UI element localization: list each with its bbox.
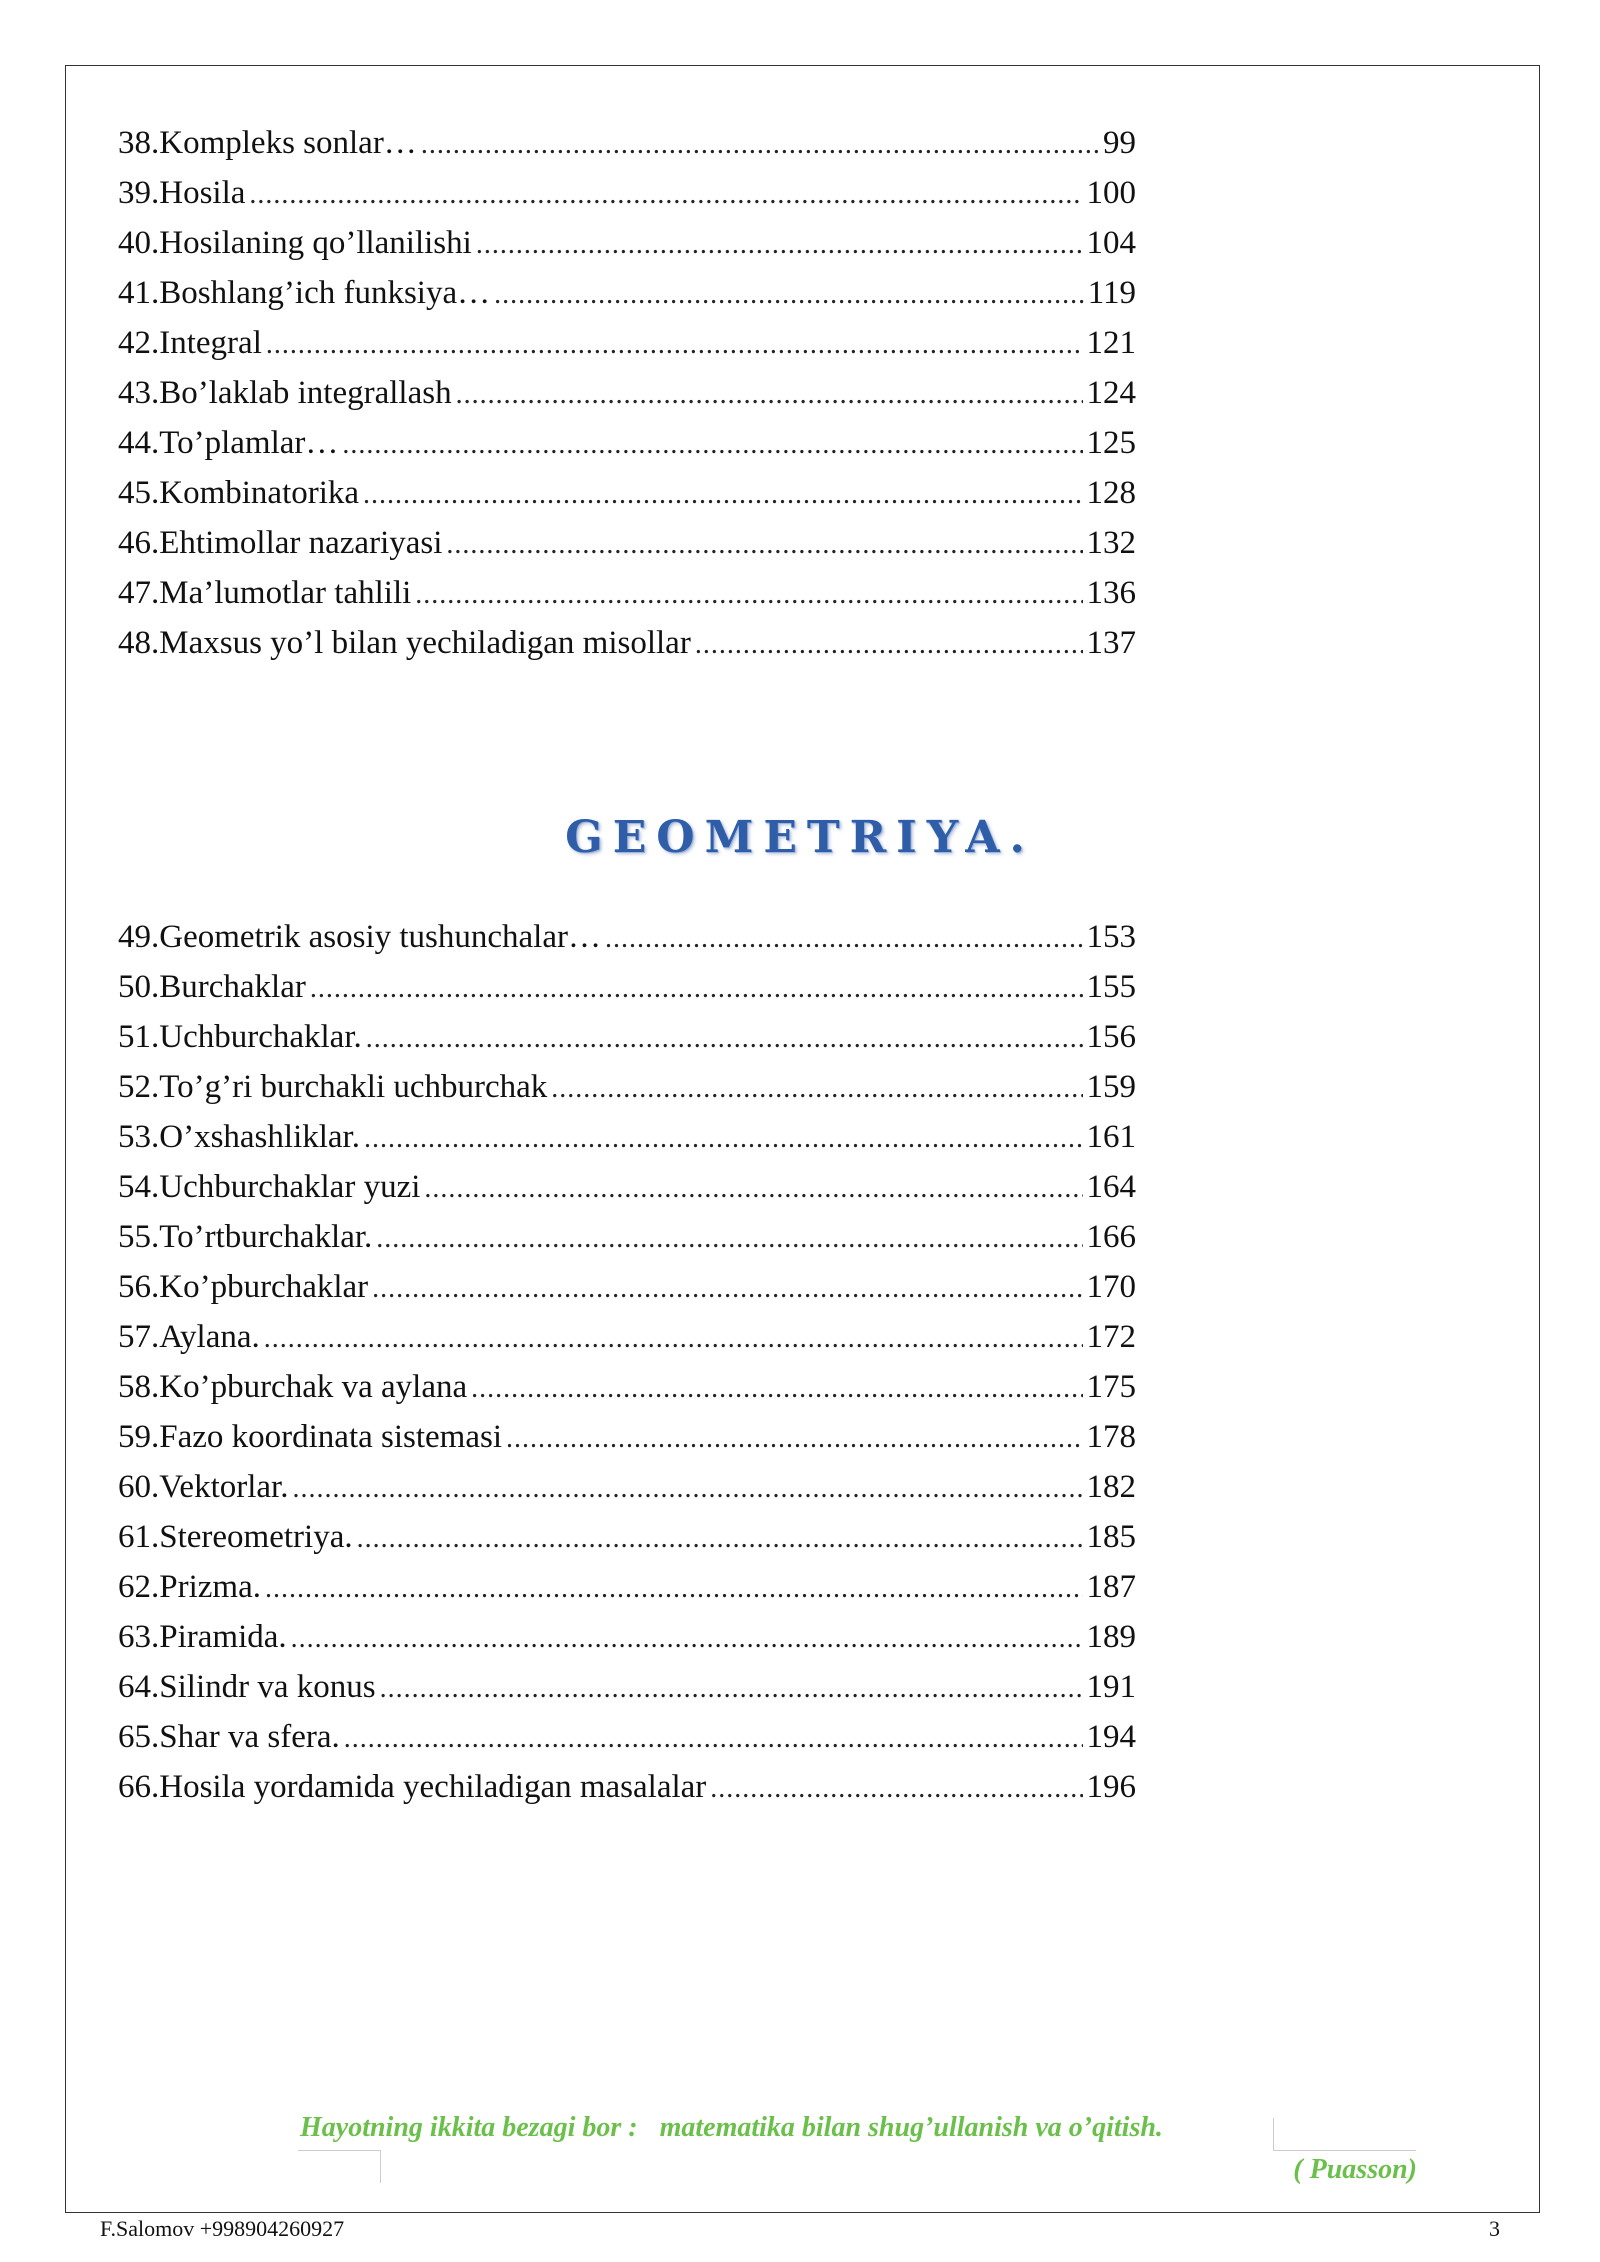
toc-leader: [266, 320, 1083, 368]
quote-author: ( Puasson): [1293, 2154, 1417, 2185]
toc-number: 66.: [118, 1769, 160, 1805]
toc-number: 45.: [118, 475, 160, 511]
toc-title: Geometrik asosiy tushunchalar…: [159, 919, 601, 955]
toc-number: 40.: [118, 225, 160, 261]
toc-leader: [342, 420, 1082, 468]
toc-entry[interactable]: [118, 1112, 1136, 1162]
toc-leader: [310, 964, 1083, 1012]
toc-page: 128: [1086, 475, 1136, 511]
toc-title: To’rtburchaklar.: [159, 1219, 373, 1255]
toc-entry[interactable]: [118, 218, 1136, 268]
toc-entry[interactable]: [118, 618, 1136, 668]
toc-leader: [372, 1264, 1082, 1312]
toc-page: 137: [1086, 625, 1136, 661]
toc-title: Kombinatorika: [159, 475, 360, 511]
toc-title: Bo’laklab integrallash: [159, 375, 452, 411]
toc-entry[interactable]: [118, 568, 1136, 618]
toc-entry[interactable]: [118, 1662, 1136, 1712]
toc-entry[interactable]: [118, 118, 1136, 168]
toc-title: Kompleks sonlar…: [159, 125, 417, 161]
toc-leader: [380, 1664, 1083, 1712]
toc-number: 52.: [118, 1069, 160, 1105]
toc-page: 175: [1086, 1369, 1136, 1405]
toc-entry[interactable]: [118, 318, 1136, 368]
toc-page: 189: [1086, 1619, 1136, 1655]
toc-leader: [364, 1114, 1083, 1162]
toc-number: 58.: [118, 1369, 160, 1405]
toc-page: 185: [1086, 1519, 1136, 1555]
toc-title: Shar va sfera.: [159, 1719, 340, 1755]
toc-leader: [376, 1214, 1082, 1262]
toc-page: 194: [1086, 1719, 1136, 1755]
toc-page: 100: [1086, 175, 1136, 211]
toc-number: 43.: [118, 375, 160, 411]
toc-leader: [415, 570, 1082, 618]
toc-number: 54.: [118, 1169, 160, 1205]
toc-list-geometry: [118, 912, 1136, 1812]
toc-leader: [249, 170, 1082, 218]
toc-page: 159: [1086, 1069, 1136, 1105]
toc-number: 65.: [118, 1719, 160, 1755]
toc-page: 119: [1087, 275, 1136, 311]
toc-entry[interactable]: [118, 962, 1136, 1012]
toc-number: 48.: [118, 625, 160, 661]
toc-page: 161: [1086, 1119, 1136, 1155]
toc-number: 50.: [118, 969, 160, 1005]
toc-entry[interactable]: [118, 912, 1136, 962]
toc-title: Fazo koordinata sistemasi: [159, 1419, 503, 1455]
toc-leader: [605, 914, 1083, 962]
toc-number: 60.: [118, 1469, 160, 1505]
toc-number: 64.: [118, 1669, 160, 1705]
toc-title: Ehtimollar nazariyasi: [159, 525, 443, 561]
toc-entry[interactable]: [118, 1362, 1136, 1412]
toc-number: 42.: [118, 325, 160, 361]
toc-leader: [421, 120, 1099, 168]
toc-title: Prizma.: [159, 1569, 261, 1605]
toc-page: 99: [1103, 125, 1136, 161]
toc-number: 62.: [118, 1569, 160, 1605]
toc-entry[interactable]: [118, 368, 1136, 418]
toc-page: 178: [1086, 1419, 1136, 1455]
toc-entry[interactable]: [118, 1012, 1136, 1062]
toc-page: 124: [1086, 375, 1136, 411]
toc-number: 57.: [118, 1319, 160, 1355]
toc-title: To’g’ri burchakli uchburchak: [159, 1069, 548, 1105]
toc-page: 164: [1086, 1169, 1136, 1205]
toc-title: Ko’pburchak va aylana: [159, 1369, 468, 1405]
toc-entry[interactable]: [118, 1462, 1136, 1512]
toc-number: 59.: [118, 1419, 160, 1455]
toc-page: 104: [1086, 225, 1136, 261]
toc-entry[interactable]: [118, 1612, 1136, 1662]
toc-entry[interactable]: [118, 1712, 1136, 1762]
toc-number: 47.: [118, 575, 160, 611]
quote-underline-box: [298, 2150, 381, 2183]
section-heading-geometriya: GEOMETRIYA.: [565, 812, 1035, 863]
toc-page: 196: [1086, 1769, 1136, 1805]
toc-title: To’plamlar…: [159, 425, 339, 461]
toc-entry[interactable]: [118, 1512, 1136, 1562]
page-number: 3: [1489, 2216, 1500, 2241]
footer-author: F.Salomov +998904260927: [100, 2216, 345, 2241]
toc-page: 136: [1086, 575, 1136, 611]
toc-page: 125: [1086, 425, 1136, 461]
quote-part-two: matematika bilan shug’ullanish va o’qitish.: [659, 2112, 1163, 2143]
toc-leader: [551, 1064, 1082, 1112]
toc-leader: [506, 1414, 1082, 1462]
toc-number: 46.: [118, 525, 160, 561]
toc-leader: [424, 1164, 1082, 1212]
toc-entry[interactable]: [118, 168, 1136, 218]
toc-page: 172: [1086, 1319, 1136, 1355]
toc-entry[interactable]: [118, 1312, 1136, 1362]
toc-leader: [265, 1564, 1083, 1612]
toc-entry[interactable]: [118, 1162, 1136, 1212]
toc-number: 61.: [118, 1519, 160, 1555]
toc-title: Ko’pburchaklar: [159, 1269, 369, 1305]
toc-title: Piramida.: [159, 1619, 287, 1655]
toc-number: 51.: [118, 1019, 160, 1055]
toc-entry[interactable]: [118, 1262, 1136, 1312]
toc-title: Ma’lumotlar tahlili: [159, 575, 412, 611]
toc-entry[interactable]: [118, 268, 1136, 318]
toc-leader: [456, 370, 1083, 418]
toc-number: 41.: [118, 275, 160, 311]
toc-title: Boshlang’ich funksiya…: [159, 275, 491, 311]
toc-page: 153: [1086, 919, 1136, 955]
toc-number: 49.: [118, 919, 160, 955]
toc-number: 44.: [118, 425, 160, 461]
toc-title: Vektorlar.: [159, 1469, 289, 1505]
toc-entry[interactable]: [118, 1412, 1136, 1462]
toc-title: Stereometriya.: [159, 1519, 353, 1555]
footer-quote: [300, 2112, 1163, 2144]
toc-leader: [264, 1314, 1083, 1362]
toc-leader: [291, 1614, 1083, 1662]
toc-title: Silindr va konus: [159, 1669, 376, 1705]
toc-title: Integral: [159, 325, 262, 361]
toc-number: 63.: [118, 1619, 160, 1655]
toc-leader: [292, 1464, 1082, 1512]
toc-leader: [344, 1714, 1083, 1762]
toc-page: 121: [1086, 325, 1136, 361]
toc-leader: [471, 1364, 1082, 1412]
toc-entry[interactable]: [118, 518, 1136, 568]
toc-page: 182: [1086, 1469, 1136, 1505]
toc-page: 156: [1086, 1019, 1136, 1055]
toc-list-algebra: [118, 118, 1136, 668]
toc-number: 38.: [118, 125, 160, 161]
toc-title: Burchaklar: [159, 969, 306, 1005]
page-footer: [100, 2212, 1500, 2246]
quote-part-one: Hayotning ikkita bezagi bor :: [300, 2112, 638, 2143]
toc-leader: [476, 220, 1083, 268]
toc-page: 187: [1086, 1569, 1136, 1605]
toc-title: Uchburchaklar.: [159, 1019, 362, 1055]
toc-leader: [710, 1764, 1082, 1812]
toc-title: Aylana.: [159, 1319, 260, 1355]
toc-leader: [695, 620, 1083, 668]
toc-page: 155: [1086, 969, 1136, 1005]
toc-page: 166: [1086, 1219, 1136, 1255]
quote-underline-box: [1273, 2118, 1416, 2151]
toc-leader: [357, 1514, 1083, 1562]
toc-entry[interactable]: [118, 1762, 1136, 1812]
toc-number: 55.: [118, 1219, 160, 1255]
toc-entry[interactable]: [118, 1212, 1136, 1262]
toc-entry[interactable]: [118, 1562, 1136, 1612]
toc-number: 56.: [118, 1269, 160, 1305]
toc-leader: [446, 520, 1082, 568]
toc-leader: [363, 470, 1082, 518]
toc-title: Uchburchaklar yuzi: [159, 1169, 421, 1205]
toc-page: 132: [1086, 525, 1136, 561]
toc-entry[interactable]: [118, 468, 1136, 518]
toc-title: O’xshashliklar.: [159, 1119, 360, 1155]
toc-title: Maxsus yo’l bilan yechiladigan misollar: [159, 625, 691, 661]
toc-page: 170: [1086, 1269, 1136, 1305]
toc-number: 39.: [118, 175, 160, 211]
toc-leader: [366, 1014, 1083, 1062]
toc-number: 53.: [118, 1119, 160, 1155]
toc-title: Hosila yordamida yechiladigan masalalar: [159, 1769, 707, 1805]
toc-page: 191: [1086, 1669, 1136, 1705]
toc-title: Hosila: [159, 175, 246, 211]
toc-title: Hosilaning qo’llanilishi: [159, 225, 472, 261]
toc-entry[interactable]: [118, 1062, 1136, 1112]
toc-leader: [494, 270, 1084, 318]
toc-entry[interactable]: [118, 418, 1136, 468]
